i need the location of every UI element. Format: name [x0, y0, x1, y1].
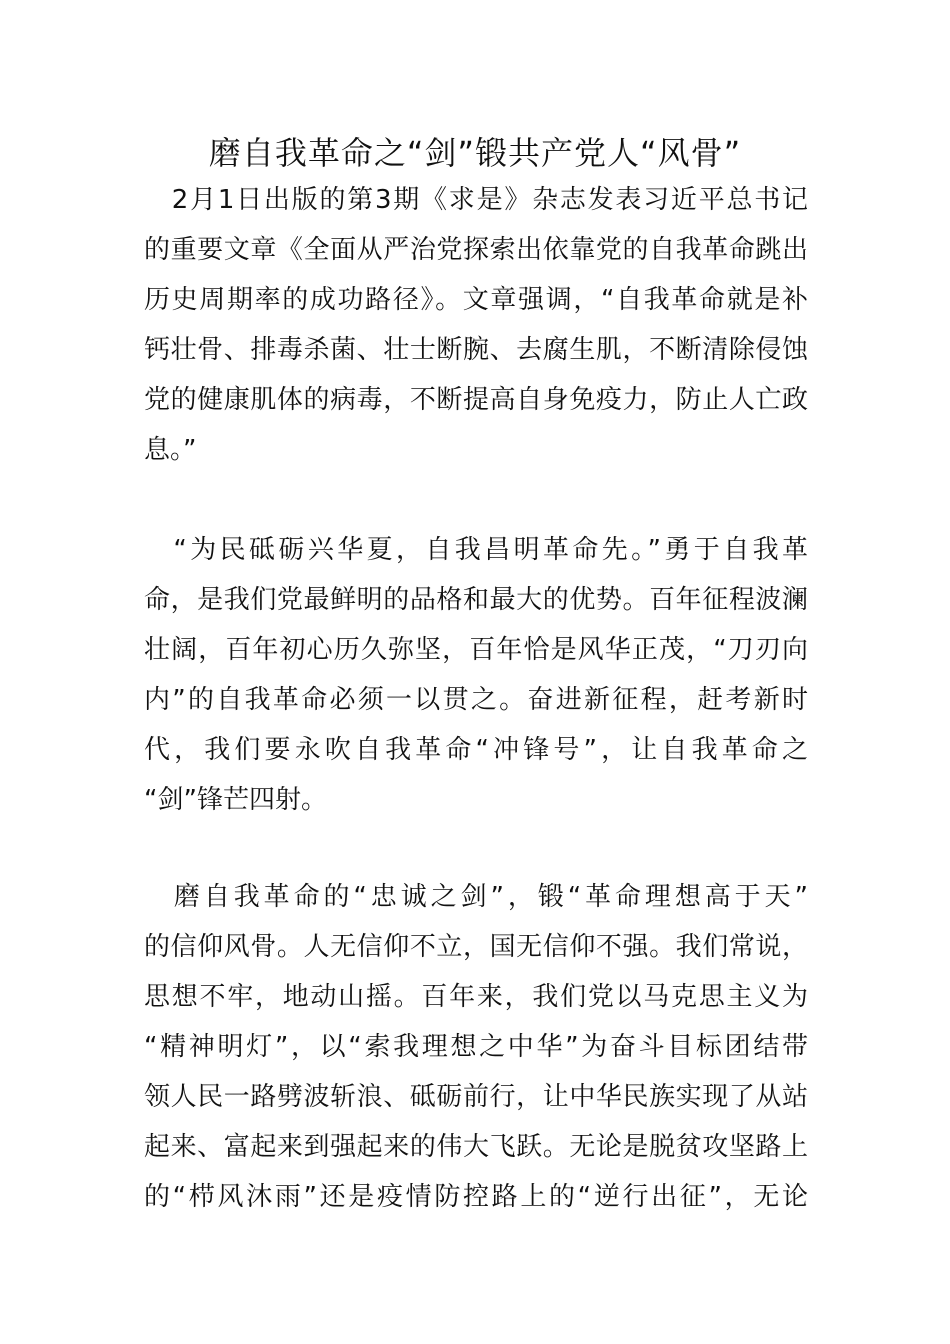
paragraph-2 [144, 525, 808, 825]
paragraph-line: 2月1日出版的第3期《求是》杂志发表习近平总书记 [144, 185, 808, 215]
paragraph-line: 的“栉风沐雨”还是疫情防控路上的“逆行出征”，无论 [144, 1182, 808, 1212]
paragraph-line: 磨自我革命的“忠诚之剑”，锻“革命理想高于天” [144, 882, 808, 912]
paragraph-line: 钙壮骨、排毒杀菌、壮士断腕、去腐生肌，不断清除侵蚀 [144, 335, 808, 365]
article-title: 磨自我革命之“剑”锻共产党人“风骨” [208, 134, 742, 172]
paragraph-line: 命，是我们党最鲜明的品格和最大的优势。百年征程波澜 [144, 585, 808, 615]
paragraph-1 [144, 175, 808, 475]
paragraph-line: 党的健康肌体的病毒，不断提高自身免疫力，防止人亡政 [144, 385, 808, 415]
paragraph-line: 历史周期率的成功路径》。文章强调，“自我革命就是补 [144, 285, 808, 315]
paragraph-line: 息。” [144, 435, 197, 465]
paragraph-line: 内”的自我革命必须一以贯之。奋进新征程，赶考新时 [144, 685, 808, 715]
paragraph-line: 思想不牢，地动山摇。百年来，我们党以马克思主义为 [144, 982, 808, 1012]
paragraph-line: 的重要文章《全面从严治党探索出依靠党的自我革命跳出 [144, 235, 808, 265]
paragraph-3 [144, 872, 808, 1222]
paragraph-line: 领人民一路劈波斩浪、砥砺前行，让中华民族实现了从站 [144, 1082, 808, 1112]
paragraph-line: “为民砥砺兴华夏，自我昌明革命先。”勇于自我革 [144, 535, 808, 565]
paragraph-line: “剑”锋芒四射。 [144, 785, 327, 815]
paragraph-line: 壮阔，百年初心历久弥坚，百年恰是风华正茂，“刀刃向 [144, 635, 808, 665]
paragraph-line: 的信仰风骨。人无信仰不立，国无信仰不强。我们常说， [144, 932, 808, 962]
paragraph-line: “精神明灯”，以“索我理想之中华”为奋斗目标团结带 [144, 1032, 808, 1062]
paragraph-line: 起来、富起来到强起来的伟大飞跃。无论是脱贫攻坚路上 [144, 1132, 808, 1162]
paragraph-line: 代，我们要永吹自我革命“冲锋号”，让自我革命之 [144, 735, 808, 765]
